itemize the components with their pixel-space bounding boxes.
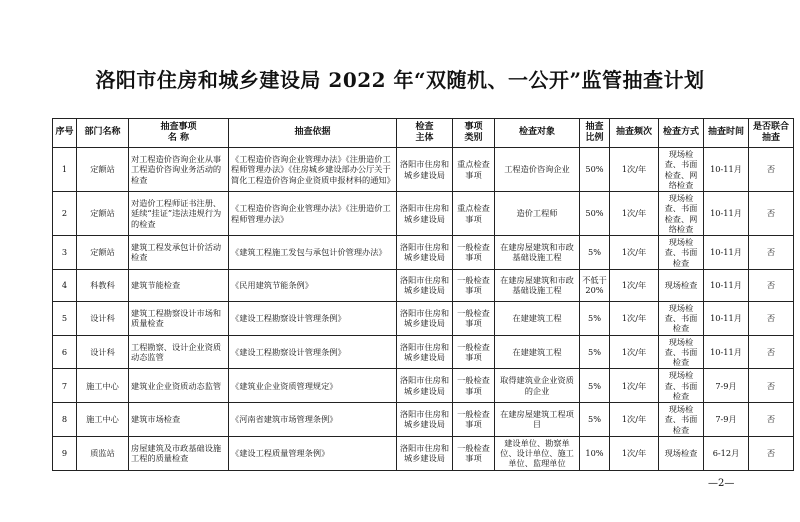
cell-ratio: 5% xyxy=(580,236,610,270)
cell-freq: 1次/年 xyxy=(610,192,659,236)
cell-method: 现场检查、书面检查 xyxy=(659,369,704,403)
header-item: 抽查事项 名 称 xyxy=(129,119,229,148)
cell-freq: 1次/年 xyxy=(610,335,659,369)
cell-category: 一般检查事项 xyxy=(453,301,495,335)
cell-category: 一般检查事项 xyxy=(453,436,495,470)
cell-seq: 8 xyxy=(53,403,77,437)
cell-joint: 否 xyxy=(749,301,794,335)
cell-basis: 《河南省建筑市场管理条例》 xyxy=(229,403,397,437)
page-number: —2— xyxy=(708,478,735,489)
cell-ratio: 5% xyxy=(580,301,610,335)
cell-ratio: 5% xyxy=(580,369,610,403)
cell-target: 工程造价咨询企业 xyxy=(495,148,580,192)
cell-time: 10-11月 xyxy=(704,335,749,369)
cell-category: 一般检查事项 xyxy=(453,369,495,403)
table-row xyxy=(53,148,794,192)
cell-joint: 否 xyxy=(749,436,794,470)
cell-dept: 科教科 xyxy=(77,269,129,301)
cell-subject: 洛阳市住房和城乡建设局 xyxy=(397,335,453,369)
cell-category: 一般检查事项 xyxy=(453,335,495,369)
cell-joint: 否 xyxy=(749,335,794,369)
cell-target: 在建房屋建筑和市政基础设施工程 xyxy=(495,236,580,270)
table-row xyxy=(53,236,794,270)
cell-subject: 洛阳市住房和城乡建设局 xyxy=(397,269,453,301)
table-row xyxy=(53,369,794,403)
cell-joint: 否 xyxy=(749,192,794,236)
header-dept: 部门名称 xyxy=(77,119,129,148)
cell-freq: 1次/年 xyxy=(610,301,659,335)
header-basis: 抽查依据 xyxy=(229,119,397,148)
cell-time: 10-11月 xyxy=(704,148,749,192)
cell-target: 建设单位、勘察单位、设计单位、施工单位、监理单位 xyxy=(495,436,580,470)
cell-seq: 4 xyxy=(53,269,77,301)
cell-category: 一般检查事项 xyxy=(453,269,495,301)
cell-item: 房屋建筑及市政基础设施工程的质量检查 xyxy=(129,436,229,470)
cell-basis: 《工程造价咨询企业管理办法》《注册造价工程师管理办法》 xyxy=(229,192,397,236)
cell-joint: 否 xyxy=(749,269,794,301)
cell-time: 6-12月 xyxy=(704,436,749,470)
cell-basis: 《民用建筑节能条例》 xyxy=(229,269,397,301)
cell-joint: 否 xyxy=(749,369,794,403)
header-subject: 检查 主体 xyxy=(397,119,453,148)
cell-freq: 1次/年 xyxy=(610,236,659,270)
cell-method: 现场检查 xyxy=(659,269,704,301)
cell-seq: 1 xyxy=(53,148,77,192)
cell-method: 现场检查 xyxy=(659,436,704,470)
table-body xyxy=(53,148,794,471)
cell-target: 造价工程师 xyxy=(495,192,580,236)
inspection-plan-table xyxy=(52,118,794,471)
cell-seq: 6 xyxy=(53,335,77,369)
cell-dept: 定额站 xyxy=(77,148,129,192)
cell-dept: 施工中心 xyxy=(77,369,129,403)
cell-target: 在建建筑工程 xyxy=(495,301,580,335)
header-joint: 是否联合 抽查 xyxy=(749,119,794,148)
cell-ratio: 不低于20% xyxy=(580,269,610,301)
cell-ratio: 10% xyxy=(580,436,610,470)
cell-freq: 1次/年 xyxy=(610,269,659,301)
cell-method: 现场检查、书面检查 xyxy=(659,301,704,335)
document-title: 洛阳市住房和城乡建设局 2022 年“双随机、一公开”监管抽查计划 xyxy=(95,68,705,92)
cell-subject: 洛阳市住房和城乡建设局 xyxy=(397,192,453,236)
cell-ratio: 50% xyxy=(580,148,610,192)
cell-item: 对造价工程师证书注册、延续“挂证”违法违规行为的检查 xyxy=(129,192,229,236)
table-row xyxy=(53,192,794,236)
cell-method: 现场检查、书面检查 xyxy=(659,236,704,270)
cell-time: 10-11月 xyxy=(704,192,749,236)
table-header-row xyxy=(53,119,794,148)
cell-item: 对工程造价咨询企业从事工程造价咨询业务活动的检查 xyxy=(129,148,229,192)
cell-basis: 《工程造价咨询企业管理办法》《注册造价工程师管理办法》《住房城乡建设部办公厅关于简化工程造价咨询企业资质申报材料的通知》 xyxy=(229,148,397,192)
cell-dept: 设计科 xyxy=(77,335,129,369)
cell-basis: 《建筑业企业资质管理规定》 xyxy=(229,369,397,403)
cell-freq: 1次/年 xyxy=(610,369,659,403)
cell-item: 建筑业企业资质动态监管 xyxy=(129,369,229,403)
cell-method: 现场检查、书面检查 xyxy=(659,335,704,369)
cell-ratio: 5% xyxy=(580,403,610,437)
cell-seq: 7 xyxy=(53,369,77,403)
table-row xyxy=(53,436,794,470)
cell-seq: 9 xyxy=(53,436,77,470)
cell-target: 在建建筑工程 xyxy=(495,335,580,369)
cell-freq: 1次/年 xyxy=(610,148,659,192)
header-ratio: 抽查 比例 xyxy=(580,119,610,148)
cell-seq: 2 xyxy=(53,192,77,236)
cell-time: 7-9月 xyxy=(704,403,749,437)
cell-subject: 洛阳市住房和城乡建设局 xyxy=(397,148,453,192)
cell-dept: 质监站 xyxy=(77,436,129,470)
cell-time: 10-11月 xyxy=(704,269,749,301)
cell-time: 7-9月 xyxy=(704,369,749,403)
cell-method: 现场检查、书面检查、网络检查 xyxy=(659,192,704,236)
cell-category: 一般检查事项 xyxy=(453,403,495,437)
cell-subject: 洛阳市住房和城乡建设局 xyxy=(397,436,453,470)
header-category: 事项 类别 xyxy=(453,119,495,148)
cell-target: 在建房屋建筑和市政基础设施工程 xyxy=(495,269,580,301)
table-row xyxy=(53,335,794,369)
cell-method: 现场检查、书面检查、网络检查 xyxy=(659,148,704,192)
cell-joint: 否 xyxy=(749,403,794,437)
cell-seq: 5 xyxy=(53,301,77,335)
cell-ratio: 5% xyxy=(580,335,610,369)
cell-dept: 施工中心 xyxy=(77,403,129,437)
cell-ratio: 50% xyxy=(580,192,610,236)
cell-item: 工程勘察、设计企业资质动态监管 xyxy=(129,335,229,369)
cell-basis: 《建设工程勘察设计管理条例》 xyxy=(229,301,397,335)
cell-category: 重点检查事项 xyxy=(453,148,495,192)
header-target: 检查对象 xyxy=(495,119,580,148)
table-row xyxy=(53,301,794,335)
cell-joint: 否 xyxy=(749,236,794,270)
header-freq: 抽查频次 xyxy=(610,119,659,148)
cell-basis: 《建设工程质量管理条例》 xyxy=(229,436,397,470)
cell-subject: 洛阳市住房和城乡建设局 xyxy=(397,369,453,403)
cell-dept: 定额站 xyxy=(77,192,129,236)
cell-freq: 1次/年 xyxy=(610,403,659,437)
cell-time: 10-11月 xyxy=(704,236,749,270)
cell-basis: 《建筑工程施工发包与承包计价管理办法》 xyxy=(229,236,397,270)
cell-method: 现场检查、书面检查 xyxy=(659,403,704,437)
cell-basis: 《建设工程勘察设计管理条例》 xyxy=(229,335,397,369)
cell-subject: 洛阳市住房和城乡建设局 xyxy=(397,403,453,437)
cell-subject: 洛阳市住房和城乡建设局 xyxy=(397,301,453,335)
table-row xyxy=(53,403,794,437)
cell-target: 在建房屋建筑工程项目 xyxy=(495,403,580,437)
table-row xyxy=(53,269,794,301)
cell-seq: 3 xyxy=(53,236,77,270)
cell-dept: 定额站 xyxy=(77,236,129,270)
header-seq: 序号 xyxy=(53,119,77,148)
cell-target: 取得建筑业企业资质的企业 xyxy=(495,369,580,403)
cell-item: 建筑工程发承包计价活动检查 xyxy=(129,236,229,270)
cell-joint: 否 xyxy=(749,148,794,192)
header-time: 抽查时间 xyxy=(704,119,749,148)
cell-item: 建筑市场检查 xyxy=(129,403,229,437)
cell-item: 建筑节能检查 xyxy=(129,269,229,301)
header-method: 检查方式 xyxy=(659,119,704,148)
cell-category: 重点检查事项 xyxy=(453,192,495,236)
cell-dept: 设计科 xyxy=(77,301,129,335)
cell-item: 建筑工程勘察设计市场和质量检查 xyxy=(129,301,229,335)
cell-subject: 洛阳市住房和城乡建设局 xyxy=(397,236,453,270)
cell-category: 一般检查事项 xyxy=(453,236,495,270)
cell-time: 10-11月 xyxy=(704,301,749,335)
cell-freq: 1次/年 xyxy=(610,436,659,470)
